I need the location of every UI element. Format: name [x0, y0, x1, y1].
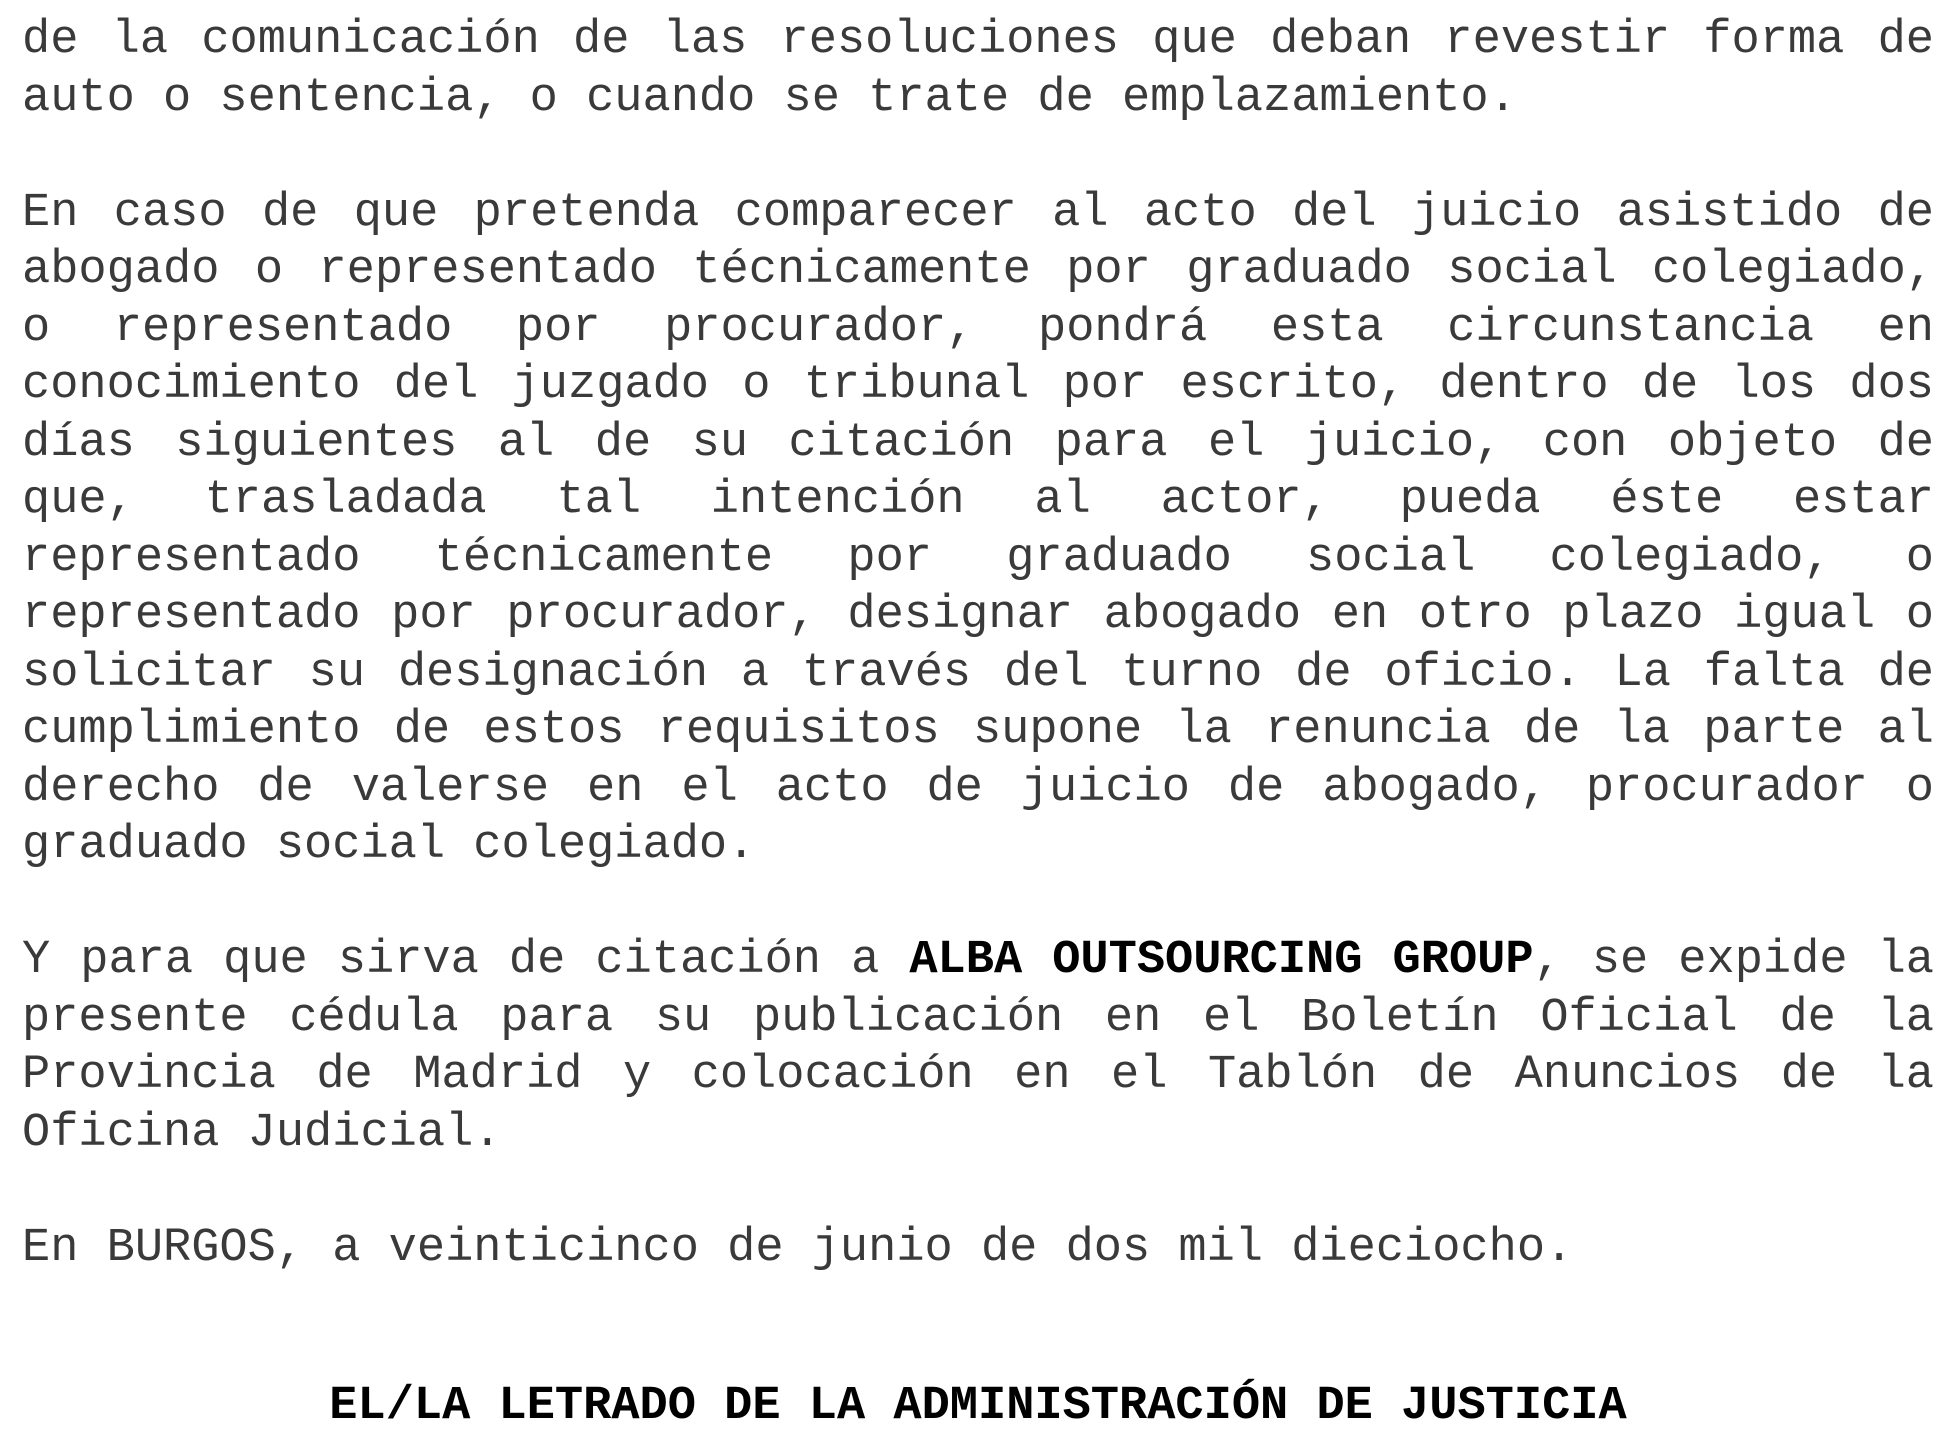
signature-title: EL/LA LETRADO DE LA ADMINISTRACIÓN DE JUSTICIA — [329, 1380, 1627, 1433]
paragraph-legal-representation: En caso de que pretenda comparecer al acto del juicio asistido de abogado o representado técnicamente por graduado social colegiado, o representado por procurador, pondrá esta circunstancia en conocimiento del juzgado o tribunal por escrito, dentro de los dos días siguientes al de su citación para el juicio, con objeto de que, trasladada tal intención al actor, pueda éste estar representado técnicamente por graduado social colegiado, o representado por procurador, designar abogado en otro plazo igual o solicitar su designación a través del turno de oficio. La falta de cumplimiento de estos requisitos supone la renuncia de la parte al derecho de valerse en el acto de juicio de abogado, procurador o graduado social colegiado. — [22, 186, 1934, 872]
paragraph-citation — [22, 932, 1934, 1162]
place-and-date: En BURGOS, a veinticinco de junio de dos mil dieciocho. — [22, 1221, 1574, 1275]
citation-rest-text: , se expide la presente cédula para su publicación en el Boletín Oficial de la Provincia de Madrid y colocación en el Tablón de Anuncios de la Oficina Judicial. — [22, 934, 1934, 1160]
cited-party-name: ALBA OUTSOURCING GROUP — [909, 934, 1534, 987]
citation-lead-text: Y para que sirva de citación a — [22, 934, 910, 987]
paragraph-notification-form: de la comunicación de las resoluciones que deban revestir forma de auto o sentencia, o cuando se trate de emplazamiento. — [22, 14, 1934, 125]
document-body — [22, 12, 1934, 1335]
